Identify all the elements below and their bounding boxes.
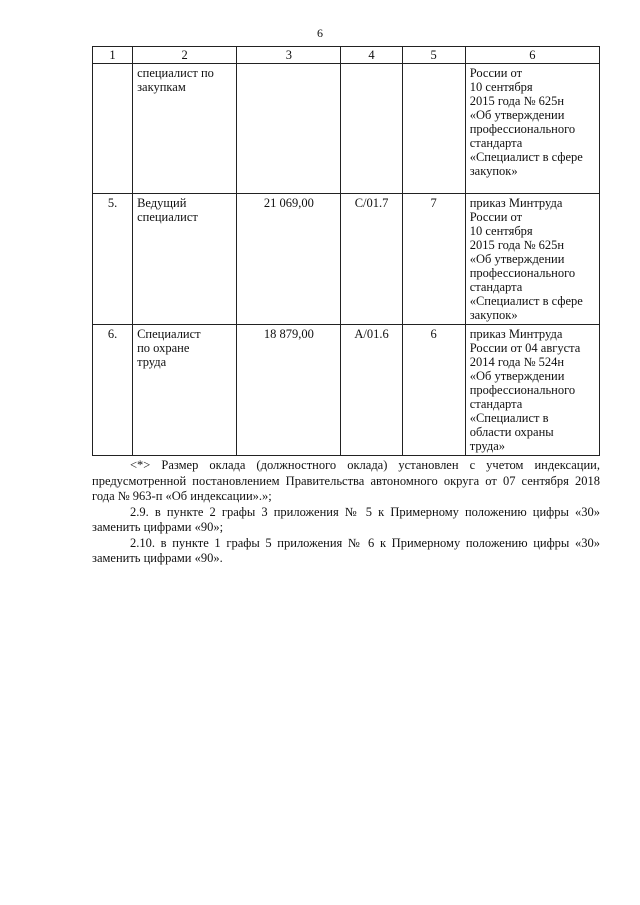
basis-line: «Специалист в bbox=[469, 411, 549, 425]
level-cell bbox=[402, 64, 465, 194]
table-row bbox=[93, 64, 600, 194]
basis-line: России от bbox=[469, 66, 523, 80]
basis-line: стандарта bbox=[469, 280, 523, 294]
basis-line: 10 сентября bbox=[469, 80, 533, 94]
position-line: по охране bbox=[137, 341, 190, 355]
basis-line: профессионального bbox=[469, 383, 576, 397]
code-cell: А/01.6 bbox=[341, 325, 402, 456]
basis-line: приказ Минтруда bbox=[469, 196, 563, 210]
basis-line: 2015 года № 625н bbox=[469, 238, 565, 252]
basis-line: 10 сентября bbox=[469, 224, 533, 238]
salary-cell bbox=[237, 64, 341, 194]
column-header: 3 bbox=[237, 47, 341, 64]
basis-cell bbox=[465, 194, 599, 325]
column-header: 4 bbox=[341, 47, 402, 64]
basis-line: «Об утверждении bbox=[469, 108, 565, 122]
basis-line: России от bbox=[469, 210, 523, 224]
positions-table bbox=[92, 46, 600, 456]
basis-line: «Специалист в сфере bbox=[469, 150, 583, 164]
amendment-paragraph: 2.10. в пункте 1 графы 5 приложения № 6 к Примерному положению цифры «30» заменить цифрами «90». bbox=[92, 535, 600, 565]
column-header: 5 bbox=[402, 47, 465, 64]
code-cell bbox=[341, 64, 402, 194]
position-line: закупкам bbox=[137, 80, 186, 94]
code-cell: С/01.7 bbox=[341, 194, 402, 325]
position-cell bbox=[133, 325, 237, 456]
footnote-paragraph: <*> Размер оклада (должностного оклада) установлен с учетом индексации, предусмотренной постановлением Правительства автономного округа от 07 сентября 2018 года № 963-п «Об индексации».»; bbox=[92, 458, 600, 503]
level-cell: 7 bbox=[402, 194, 465, 325]
basis-cell bbox=[465, 325, 599, 456]
basis-line: «Специалист в сфере bbox=[469, 294, 583, 308]
column-header: 1 bbox=[93, 47, 133, 64]
level-cell: 6 bbox=[402, 325, 465, 456]
amendment-paragraph: 2.9. в пункте 2 графы 3 приложения № 5 к Примерному положению цифры «30» заменить цифрами «90»; bbox=[92, 504, 600, 534]
position-cell bbox=[133, 194, 237, 325]
position-line: Ведущий bbox=[137, 196, 187, 210]
notes-block bbox=[92, 458, 600, 567]
table-row bbox=[93, 325, 600, 456]
basis-line: закупок» bbox=[469, 308, 518, 322]
position-line: специалист по bbox=[137, 66, 214, 80]
page-number: 6 bbox=[317, 26, 323, 40]
basis-line: «Об утверждении bbox=[469, 252, 565, 266]
basis-line: труда» bbox=[469, 439, 506, 453]
salary-cell: 21 069,00 bbox=[237, 194, 341, 325]
basis-line: профессионального bbox=[469, 122, 576, 136]
salary-cell: 18 879,00 bbox=[237, 325, 341, 456]
basis-line: приказ Минтруда bbox=[469, 327, 563, 341]
basis-line: стандарта bbox=[469, 397, 523, 411]
table-header-row bbox=[93, 47, 600, 64]
position-line: Специалист bbox=[137, 327, 201, 341]
basis-line: 2014 года № 524н bbox=[469, 355, 565, 369]
column-header: 2 bbox=[133, 47, 237, 64]
basis-line: профессионального bbox=[469, 266, 576, 280]
basis-cell bbox=[465, 64, 599, 194]
position-cell bbox=[133, 64, 237, 194]
table-row bbox=[93, 194, 600, 325]
basis-line: России от 04 августа bbox=[469, 341, 581, 355]
basis-line: «Об утверждении bbox=[469, 369, 565, 383]
position-line: труда bbox=[137, 355, 167, 369]
row-number: 5. bbox=[93, 194, 133, 325]
position-line: специалист bbox=[137, 210, 198, 224]
column-header: 6 bbox=[465, 47, 599, 64]
basis-line: закупок» bbox=[469, 164, 518, 178]
basis-line: области охраны bbox=[469, 425, 554, 439]
basis-line: 2015 года № 625н bbox=[469, 94, 565, 108]
row-number: 6. bbox=[93, 325, 133, 456]
row-number bbox=[93, 64, 133, 194]
basis-line: стандарта bbox=[469, 136, 523, 150]
